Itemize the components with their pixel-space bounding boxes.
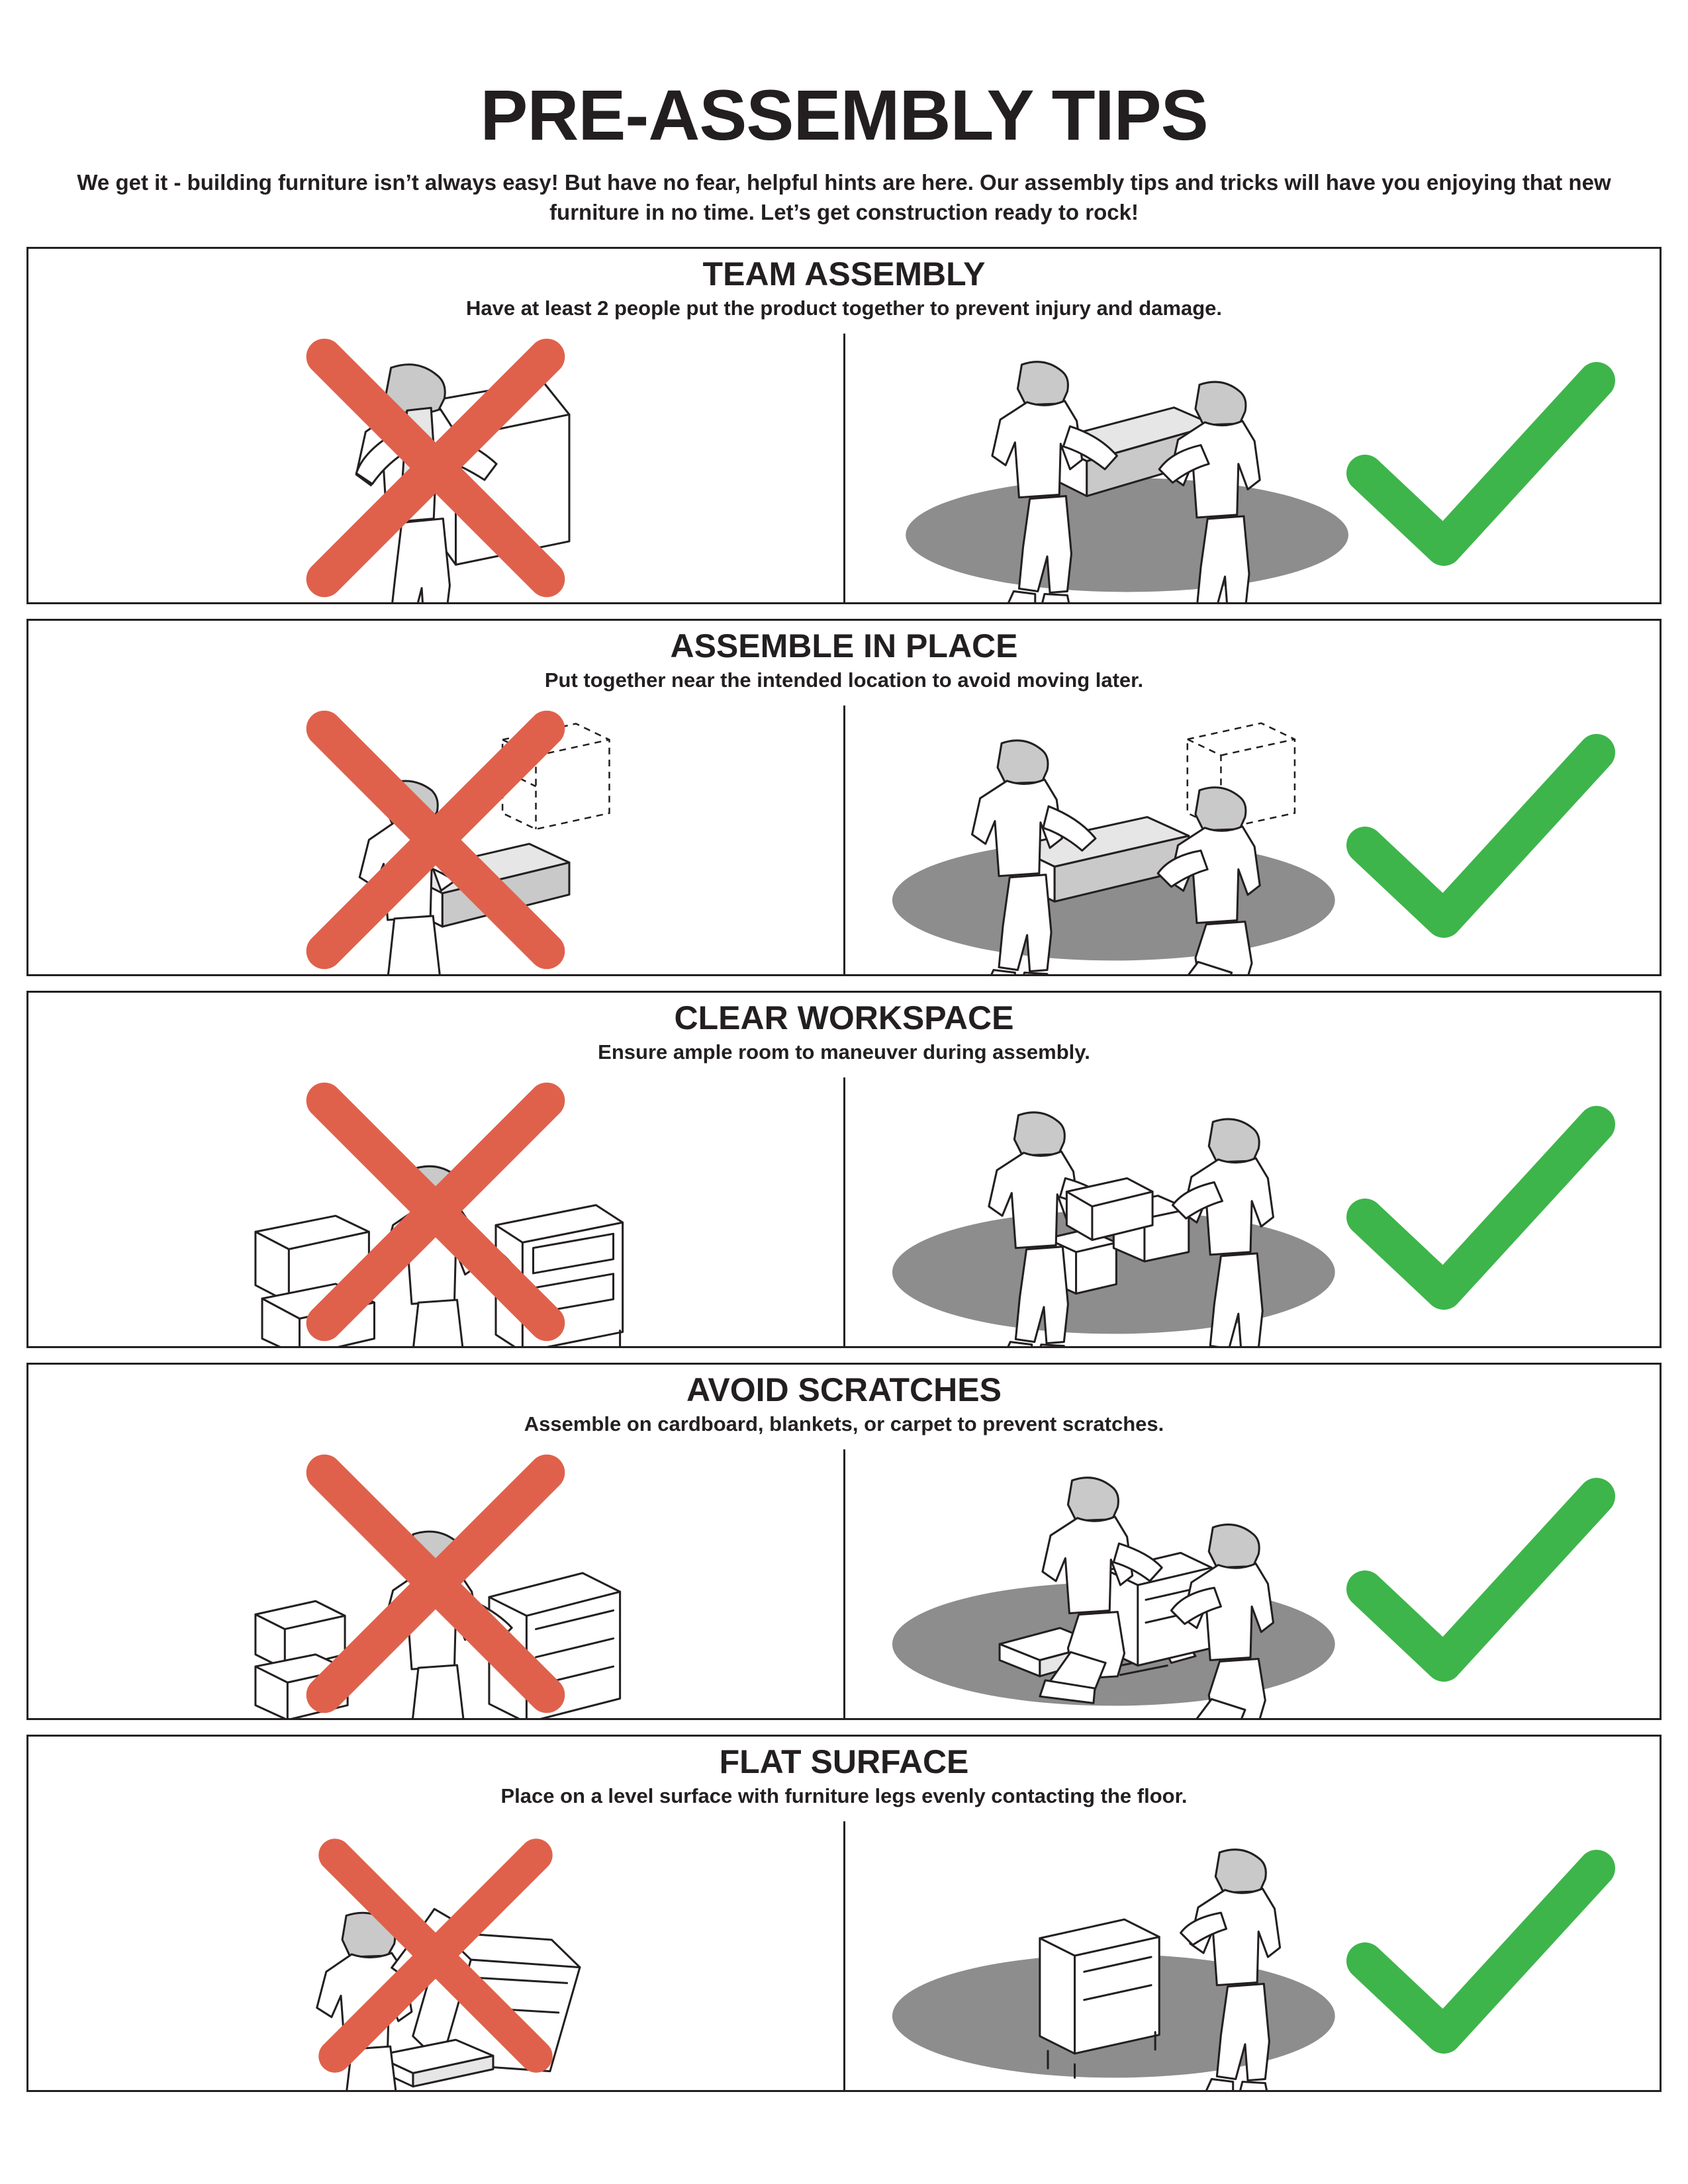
- tip-right-pane: [845, 1449, 1660, 1718]
- illustration-cluttered-workspace: [28, 1077, 843, 1346]
- tip-card-team-assembly: [26, 247, 1662, 604]
- tip-body: [28, 1449, 1660, 1718]
- tip-subtitle: Put together near the intended location to avoid moving later.: [544, 668, 1144, 692]
- tip-subtitle: Ensure ample room to maneuver during assembly.: [598, 1040, 1090, 1064]
- tip-body: [28, 1077, 1660, 1346]
- tip-right-pane: [845, 1821, 1660, 2090]
- tip-header: [28, 249, 1660, 320]
- tip-title: AVOID SCRATCHES: [686, 1371, 1002, 1409]
- tip-card-flat-surface: [26, 1735, 1662, 2092]
- illustration-assembly-on-bare-floor: [28, 1449, 843, 1718]
- tip-title: CLEAR WORKSPACE: [674, 999, 1014, 1037]
- tip-wrong-pane: [28, 1449, 843, 1718]
- check-mark-icon: [1342, 734, 1620, 946]
- tip-wrong-pane: [28, 1821, 843, 2090]
- tip-subtitle: Have at least 2 people put the product together to prevent injury and damage.: [465, 296, 1223, 320]
- tip-title: ASSEMBLE IN PLACE: [670, 627, 1018, 665]
- check-mark-icon: [1342, 1106, 1620, 1318]
- tip-card-clear-workspace: [26, 991, 1662, 1348]
- tip-wrong-pane: [28, 705, 843, 974]
- tip-right-pane: [845, 705, 1660, 974]
- tip-card-avoid-scratches: [26, 1363, 1662, 1720]
- tip-subtitle: Assemble on cardboard, blankets, or carpet to prevent scratches.: [524, 1412, 1164, 1435]
- tip-header: [28, 1365, 1660, 1436]
- illustration-furniture-on-level-floor: [845, 1821, 1376, 2090]
- illustration-assembly-on-protective-surface: [845, 1449, 1376, 1718]
- check-mark-icon: [1342, 1850, 1620, 2062]
- illustration-single-person-carrying-box: [28, 334, 843, 602]
- tip-title: TEAM ASSEMBLY: [702, 255, 986, 293]
- tip-header: [28, 993, 1660, 1064]
- tip-header: [28, 621, 1660, 692]
- tip-wrong-pane: [28, 1077, 843, 1346]
- illustration-two-people-carrying-box: [845, 334, 1376, 602]
- check-mark-icon: [1342, 362, 1620, 574]
- check-mark-icon: [1342, 1478, 1620, 1690]
- intro-paragraph: We get it - building furniture isn’t always easy! But have no fear, helpful hints are here. Our assembly tips and tricks will have you enjoying that new furniture in no time. Let’s get construction ready to rock!: [77, 170, 1611, 224]
- tips-list: [26, 247, 1662, 2092]
- page-title: PRE-ASSEMBLY TIPS: [480, 75, 1208, 155]
- tip-body: [28, 705, 1660, 974]
- illustration-person-dragging-assembled-furniture: [28, 705, 843, 974]
- tip-header: [28, 1737, 1660, 1808]
- illustration-two-people-assembling-at-location: [845, 705, 1376, 974]
- tip-card-assemble-in-place: [26, 619, 1662, 976]
- tip-wrong-pane: [28, 334, 843, 602]
- tip-right-pane: [845, 334, 1660, 602]
- tip-body: [28, 1821, 1660, 2090]
- illustration-clear-open-workspace: [845, 1077, 1376, 1346]
- tip-body: [28, 334, 1660, 602]
- tip-right-pane: [845, 1077, 1660, 1346]
- illustration-furniture-on-uneven-surface: [28, 1821, 843, 2090]
- tip-subtitle: Place on a level surface with furniture legs evenly contacting the floor.: [500, 1784, 1188, 1807]
- tip-title: FLAT SURFACE: [719, 1743, 969, 1781]
